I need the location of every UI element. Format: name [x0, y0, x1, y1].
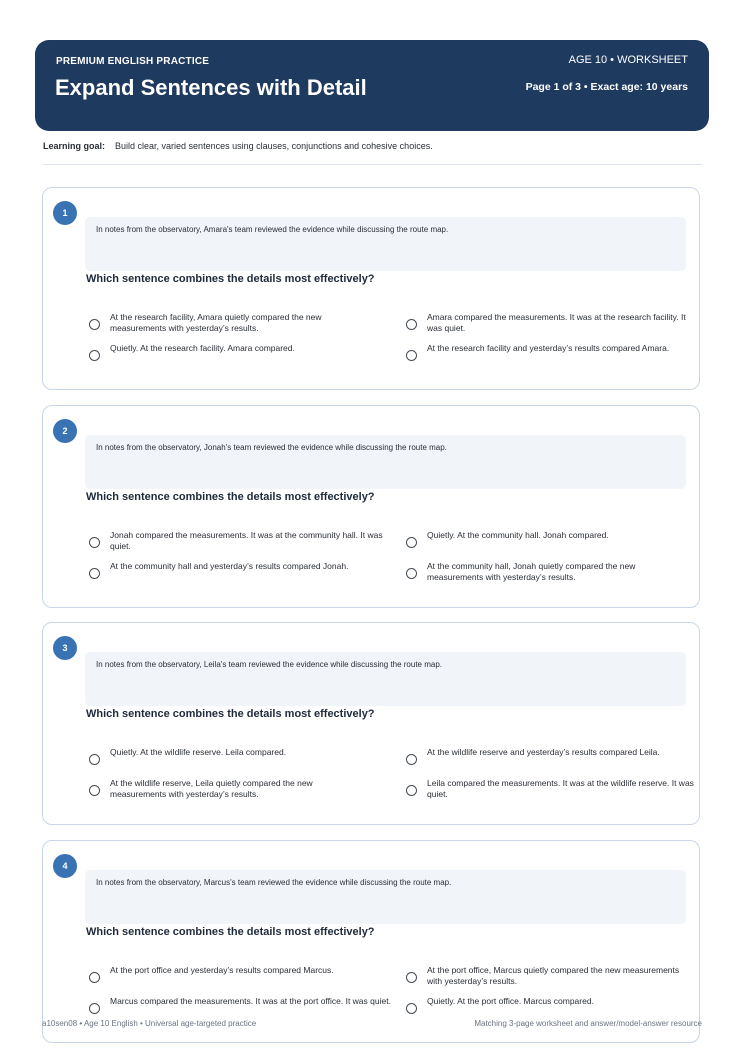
question-passage: In notes from the observatory, Jonah's team reviewed the evidence while discussing the route map. [85, 435, 686, 489]
option-b-label: Quietly. At the community hall. Jonah compared. [427, 530, 609, 540]
option-b-radio[interactable] [406, 537, 417, 548]
option-b-label: At the port office, Marcus quietly compared the new measurements with yesterday’s results. [427, 965, 680, 986]
option-d-radio[interactable] [406, 785, 417, 796]
option-b-label: Amara compared the measurements. It was at the research facility. It was quiet. [427, 312, 686, 333]
page-title: Expand Sentences with Detail [55, 75, 367, 100]
option-a-label: Jonah compared the measurements. It was at the community hall. It was quiet. [110, 530, 383, 551]
question-number: 4 [53, 854, 77, 878]
option-c-label: Quietly. At the research facility. Amara compared. [110, 343, 295, 353]
option-a-radio[interactable] [89, 319, 100, 330]
option-d-radio[interactable] [406, 568, 417, 579]
question-passage: In notes from the observatory, Leila's team reviewed the evidence while discussing the route map. [85, 652, 686, 706]
option-b-radio[interactable] [406, 972, 417, 983]
question-passage: In notes from the observatory, Amara's team reviewed the evidence while discussing the route map. [85, 217, 686, 271]
option-a-label: Quietly. At the wildlife reserve. Leila compared. [110, 747, 287, 757]
footer-right: Matching 3-page worksheet and answer/model-answer resource [474, 1019, 702, 1028]
option-d-label: Leila compared the measurements. It was at the wildlife reserve. It was quiet. [427, 778, 694, 799]
option-b-label: At the wildlife reserve and yesterday’s results compared Leila. [427, 747, 660, 757]
question-prompt: Which sentence combines the details most effectively? [86, 273, 375, 285]
question-card-1 [42, 187, 700, 390]
option-d-label: Quietly. At the port office. Marcus compared. [427, 996, 594, 1006]
option-c-label: At the community hall and yesterday’s results compared Jonah. [110, 561, 349, 571]
option-d-radio[interactable] [406, 1003, 417, 1014]
option-b-radio[interactable] [406, 754, 417, 765]
option-c-radio[interactable] [89, 568, 100, 579]
option-a-label: At the research facility, Amara quietly compared the new measurements with yesterday’s results. [110, 312, 322, 333]
option-d-label: At the community hall, Jonah quietly compared the new measurements with yesterday’s results. [427, 561, 636, 582]
option-c-label: At the wildlife reserve, Leila quietly compared the new measurements with yesterday’s results. [110, 778, 313, 799]
option-c-label: Marcus compared the measurements. It was at the port office. It was quiet. [110, 996, 391, 1006]
page-info: Page 1 of 3 • Exact age: 10 years [525, 81, 688, 93]
question-passage: In notes from the observatory, Marcus's team reviewed the evidence while discussing the route map. [85, 870, 686, 924]
age-worksheet-label: AGE 10 • WORKSHEET [568, 54, 688, 66]
option-a-radio[interactable] [89, 972, 100, 983]
question-prompt: Which sentence combines the details most effectively? [86, 491, 375, 503]
option-d-label: At the research facility and yesterday’s results compared Amara. [427, 343, 670, 353]
question-number: 1 [53, 201, 77, 225]
question-card-3 [42, 622, 700, 825]
learning-goal [43, 141, 433, 151]
question-card-2 [42, 405, 700, 608]
footer-left: a10sen08 • Age 10 English • Universal age-targeted practice [42, 1019, 257, 1028]
worksheet-header [35, 40, 709, 131]
question-number: 3 [53, 636, 77, 660]
option-c-radio[interactable] [89, 785, 100, 796]
option-c-radio[interactable] [89, 350, 100, 361]
option-a-radio[interactable] [89, 754, 100, 765]
brand-label: PREMIUM ENGLISH PRACTICE [56, 56, 210, 67]
option-c-radio[interactable] [89, 1003, 100, 1014]
option-a-label: At the port office and yesterday’s results compared Marcus. [110, 965, 334, 975]
question-prompt: Which sentence combines the details most effectively? [86, 708, 375, 720]
question-card-4 [42, 840, 700, 1043]
learning-goal-label: Learning goal: [43, 141, 106, 151]
question-prompt: Which sentence combines the details most effectively? [86, 926, 375, 938]
option-b-radio[interactable] [406, 319, 417, 330]
question-number: 2 [53, 419, 77, 443]
divider [43, 164, 702, 165]
learning-goal-text: Build clear, varied sentences using clauses, conjunctions and cohesive choices. [115, 141, 433, 151]
option-a-radio[interactable] [89, 537, 100, 548]
option-d-radio[interactable] [406, 350, 417, 361]
